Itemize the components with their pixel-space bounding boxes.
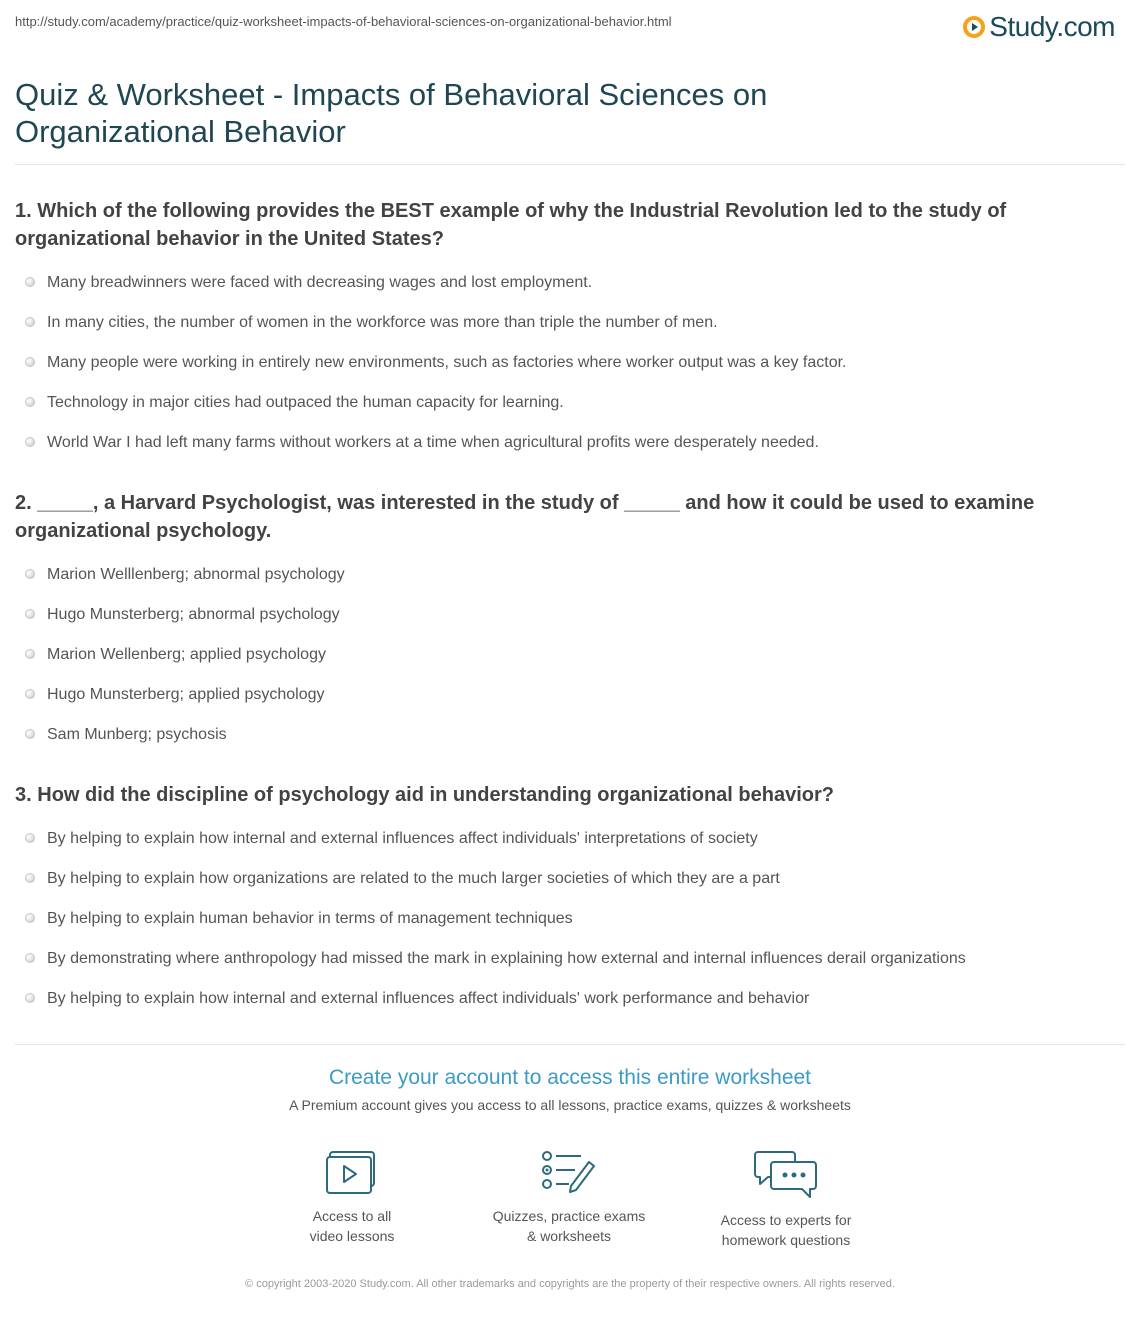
question-number: 1. <box>15 200 32 222</box>
question-text <box>15 197 1115 253</box>
video-icon <box>326 1150 378 1196</box>
question-1 <box>15 197 1115 463</box>
answer-option-label: By helping to explain how organizations are related to the much larger societies of which they are a part <box>47 870 780 887</box>
answer-option-label: Hugo Munsterberg; applied psychology <box>47 686 325 703</box>
radio-button-icon[interactable] <box>25 569 35 579</box>
radio-button-icon[interactable] <box>25 913 35 923</box>
feature-line-1: Quizzes, practice exams <box>492 1208 646 1224</box>
question-text-after: the Industrial Revolution led to the study of organizational behavior in the United States? <box>15 200 1007 250</box>
answer-option[interactable] <box>15 899 1115 939</box>
study-logo[interactable] <box>962 12 1115 42</box>
question-text-before: Which of the following provides the BEST example of <box>37 200 544 222</box>
radio-button-icon[interactable] <box>25 609 35 619</box>
feature-line-2: video lessons <box>309 1228 395 1244</box>
page-title: Quiz & Worksheet - Impacts of Behavioral Sciences on Organizational Behavior <box>15 77 768 149</box>
premium-description: A Premium account gives you access to all lessons, practice exams, quizzes & worksheets <box>289 1097 851 1113</box>
answer-option[interactable] <box>15 939 1115 979</box>
question-3 <box>15 781 1115 1019</box>
answer-option[interactable] <box>15 263 1115 303</box>
chat-bubbles-icon <box>754 1150 818 1200</box>
answer-option-label: Marion Wellenberg; applied psychology <box>47 646 326 663</box>
quiz-checklist-icon <box>541 1150 597 1196</box>
question-text <box>15 489 1115 545</box>
answer-option[interactable] <box>15 595 1115 635</box>
radio-button-icon[interactable] <box>25 317 35 327</box>
feature-line-1: Access to all <box>312 1208 392 1224</box>
answer-option[interactable] <box>15 819 1115 859</box>
copyright-notice: © copyright 2003-2020 Study.com. All other trademarks and copyrights are the property of their respective owners. All rights reserved. <box>245 1278 895 1290</box>
create-account-link[interactable]: Create your account to access this entire worksheet <box>328 1066 812 1089</box>
question-text-emphasis: why <box>549 200 589 222</box>
radio-button-icon[interactable] <box>25 729 35 739</box>
radio-button-icon[interactable] <box>25 873 35 883</box>
answer-option-label: By helping to explain how internal and external influences affect individuals' interpretations of society <box>47 830 758 847</box>
answer-option[interactable] <box>15 343 1115 383</box>
answer-option[interactable] <box>15 675 1115 715</box>
answer-option[interactable] <box>15 635 1115 675</box>
answer-option-label: By demonstrating where anthropology had missed the mark in explaining how external and internal influences derail organizations <box>47 950 966 967</box>
answer-option[interactable] <box>15 979 1115 1019</box>
question-number: 2. <box>15 492 32 514</box>
question-text-body: _____, a Harvard Psychologist, was interested in the study of _____ and how it could be used to examine organizational psychology. <box>15 492 1035 542</box>
answer-option-label: Sam Munberg; psychosis <box>47 726 227 743</box>
question-2 <box>15 489 1115 755</box>
radio-button-icon[interactable] <box>25 397 35 407</box>
radio-button-icon[interactable] <box>25 833 35 843</box>
answer-option[interactable] <box>15 383 1115 423</box>
answer-option-label: By helping to explain how internal and external influences affect individuals' work performance and behavior <box>47 990 810 1007</box>
play-logo-icon <box>962 15 986 39</box>
answer-option-label: Technology in major cities had outpaced the human capacity for learning. <box>47 394 564 411</box>
answer-option[interactable] <box>15 303 1115 343</box>
answer-options <box>15 263 1115 463</box>
radio-button-icon[interactable] <box>25 357 35 367</box>
radio-button-icon[interactable] <box>25 649 35 659</box>
answer-options <box>15 819 1115 1019</box>
answer-option-label: In many cities, the number of women in the workforce was more than triple the number of men. <box>47 314 718 331</box>
answer-options <box>15 555 1115 755</box>
radio-button-icon[interactable] <box>25 437 35 447</box>
answer-option-label: World War I had left many farms without workers at a time when agricultural profits were desperately needed. <box>47 434 819 451</box>
answer-option-label: By helping to explain human behavior in terms of management techniques <box>47 910 573 927</box>
answer-option-label: Marion Welllenberg; abnormal psychology <box>47 566 345 583</box>
feature-line-1: Access to experts for <box>720 1212 852 1228</box>
answer-option[interactable] <box>15 715 1115 755</box>
radio-button-icon[interactable] <box>25 277 35 287</box>
cta-divider <box>15 1044 1125 1045</box>
feature-experts <box>686 1150 886 1250</box>
question-text-body: How did the discipline of psychology aid in understanding organizational behavior? <box>37 784 834 806</box>
answer-option[interactable] <box>15 555 1115 595</box>
page-url: http://study.com/academy/practice/quiz-worksheet-impacts-of-behavioral-sciences-on-organizational-behavior.html <box>15 14 672 29</box>
feature-line-2: & worksheets <box>526 1228 612 1244</box>
answer-option-label: Hugo Munsterberg; abnormal psychology <box>47 606 340 623</box>
page-header <box>15 12 1125 52</box>
feature-line-2: homework questions <box>721 1232 851 1248</box>
question-text <box>15 781 1115 809</box>
radio-button-icon[interactable] <box>25 953 35 963</box>
radio-button-icon[interactable] <box>25 993 35 1003</box>
answer-option[interactable] <box>15 423 1115 463</box>
question-number: 3. <box>15 784 32 806</box>
feature-video-lessons <box>252 1150 452 1246</box>
title-divider <box>15 164 1125 165</box>
answer-option-label: Many people were working in entirely new environments, such as factories where worker output was a key factor. <box>47 354 847 371</box>
answer-option-label: Many breadwinners were faced with decreasing wages and lost employment. <box>47 274 593 291</box>
radio-button-icon[interactable] <box>25 689 35 699</box>
logo-text: Study.com <box>989 11 1115 42</box>
feature-quizzes <box>469 1150 669 1246</box>
answer-option[interactable] <box>15 859 1115 899</box>
